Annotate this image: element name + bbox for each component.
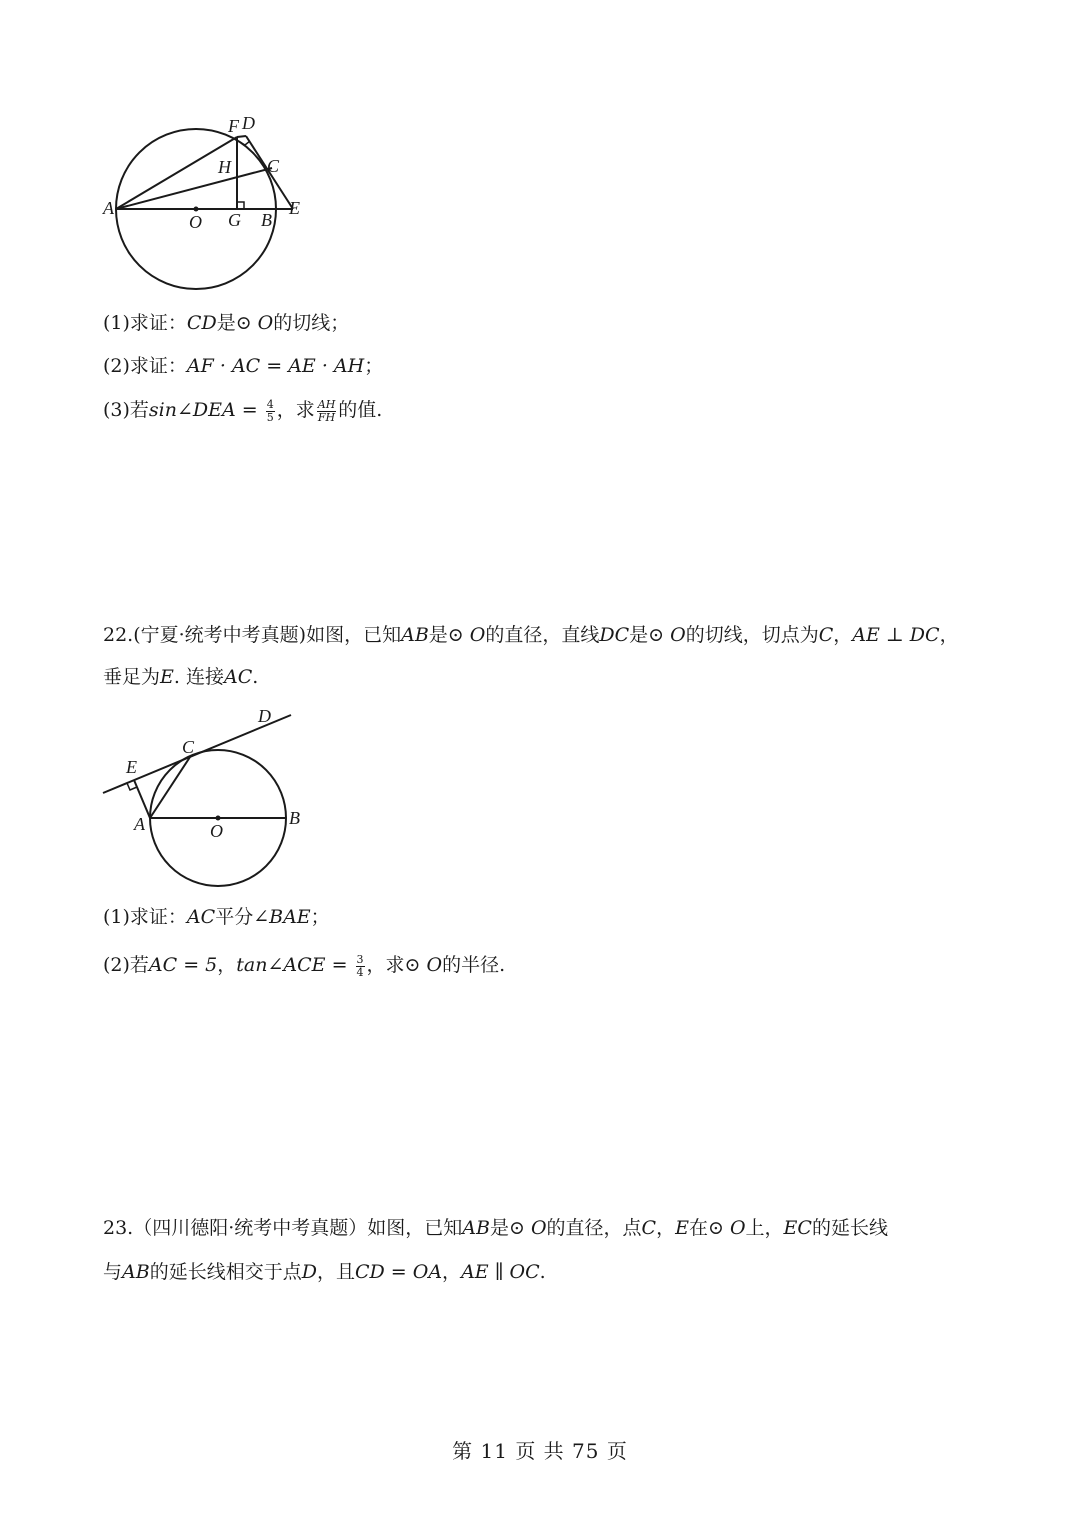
math: O [729,1217,746,1239]
text: 是⊙ [428,624,470,646]
label-c: C [182,737,195,757]
question-source: （四川德阳·统考中考真题） [133,1217,368,1239]
q22-part-2 [103,953,505,979]
text: (3)若 [103,399,149,421]
text: 的切线，切点为 [685,624,819,646]
math: O [469,624,486,646]
math: DC [599,624,630,646]
math: AE ⊥ DC [852,624,940,646]
text: ； [310,906,330,928]
label-d: D [242,113,255,133]
segment-ae [134,780,150,818]
text: . [539,1261,546,1283]
question-number: 23. [103,1217,134,1239]
text: . 连接 [173,666,224,688]
math: AE ∥ OC [461,1261,540,1283]
math: O [257,312,274,334]
text: ， [939,624,959,646]
label-o: O [189,212,202,232]
fraction-den: 5 [266,410,274,424]
text: 上， [745,1217,784,1239]
math: AF · AC = AE · AH [186,355,365,377]
text: 与 [103,1261,123,1283]
label-a: A [103,198,114,218]
page-footer: 第 11 页 共 75 页 [452,1439,628,1463]
fraction-den: 4 [356,965,364,979]
text: 是⊙ [216,312,258,334]
math: EC [783,1217,812,1239]
label-b: B [289,808,300,828]
math: AC [223,666,253,688]
text: (2)若 [103,954,149,976]
text: 垂足为 [103,666,161,688]
math: O [426,954,443,976]
q23-line-2 [103,1260,546,1284]
label-b: B [261,210,272,230]
label-d: D [258,706,271,726]
label-h: H [218,157,231,177]
text: 的延长线 [811,1217,888,1239]
math: C [641,1217,657,1239]
text: 的直径，点 [546,1217,642,1239]
text: ， [217,954,237,976]
math: tan∠ACE = [236,954,354,976]
center-point-o [216,816,221,821]
math: O [670,624,686,646]
text: 的半径. [442,954,506,976]
math: AB [462,1217,490,1239]
label-e: E [289,198,300,218]
text: 如图，已知 [306,624,402,646]
text: (1)求证： [103,906,187,928]
question-source: (宁夏·统考中考真题) [133,624,307,646]
label-o: O [210,821,223,841]
text: ， [442,1261,462,1283]
fraction [356,954,365,979]
q22-part-1 [103,905,330,929]
text: ，求 [276,399,315,421]
label-f: F [228,116,239,136]
text: ，求⊙ [366,954,427,976]
label-c: C [267,156,280,176]
text: ， [656,1217,676,1239]
fraction-num: AH [317,397,336,411]
math: E [160,666,174,688]
text: . [252,666,259,688]
math: BAE [269,906,311,928]
label-a: A [134,814,145,834]
fraction-num: 3 [356,952,364,966]
text: (1)求证： [103,312,187,334]
fraction-num: 4 [266,397,274,411]
text: 的延长线相交于点 [149,1261,302,1283]
text: 是⊙ [489,1217,531,1239]
math: CD = OA [354,1261,443,1283]
math: E [675,1217,689,1239]
math: D [301,1261,317,1283]
math: AB [401,624,429,646]
text: 的切线； [273,312,350,334]
label-e: E [126,757,137,777]
text: ， [833,624,853,646]
math: AC [186,906,216,928]
text: ； [364,355,384,377]
text: 的值. [338,399,383,421]
text: 在⊙ [688,1217,730,1239]
math: C [818,624,834,646]
math: O [530,1217,547,1239]
fraction-den: FH [317,410,336,424]
question-number: 22. [103,624,134,646]
q23-line-1 [103,1216,888,1240]
text: 平分∠ [215,906,270,928]
text: ，且 [316,1261,355,1283]
text: 是⊙ [629,624,671,646]
text: (2)求证： [103,355,187,377]
math: AB [122,1261,150,1283]
label-g: G [228,210,241,230]
text: 的直径，直线 [485,624,600,646]
math: AC = 5 [148,954,218,976]
math: sin∠DEA = [148,399,264,421]
text: 如图，已知 [367,1217,463,1239]
math: CD [186,312,217,334]
